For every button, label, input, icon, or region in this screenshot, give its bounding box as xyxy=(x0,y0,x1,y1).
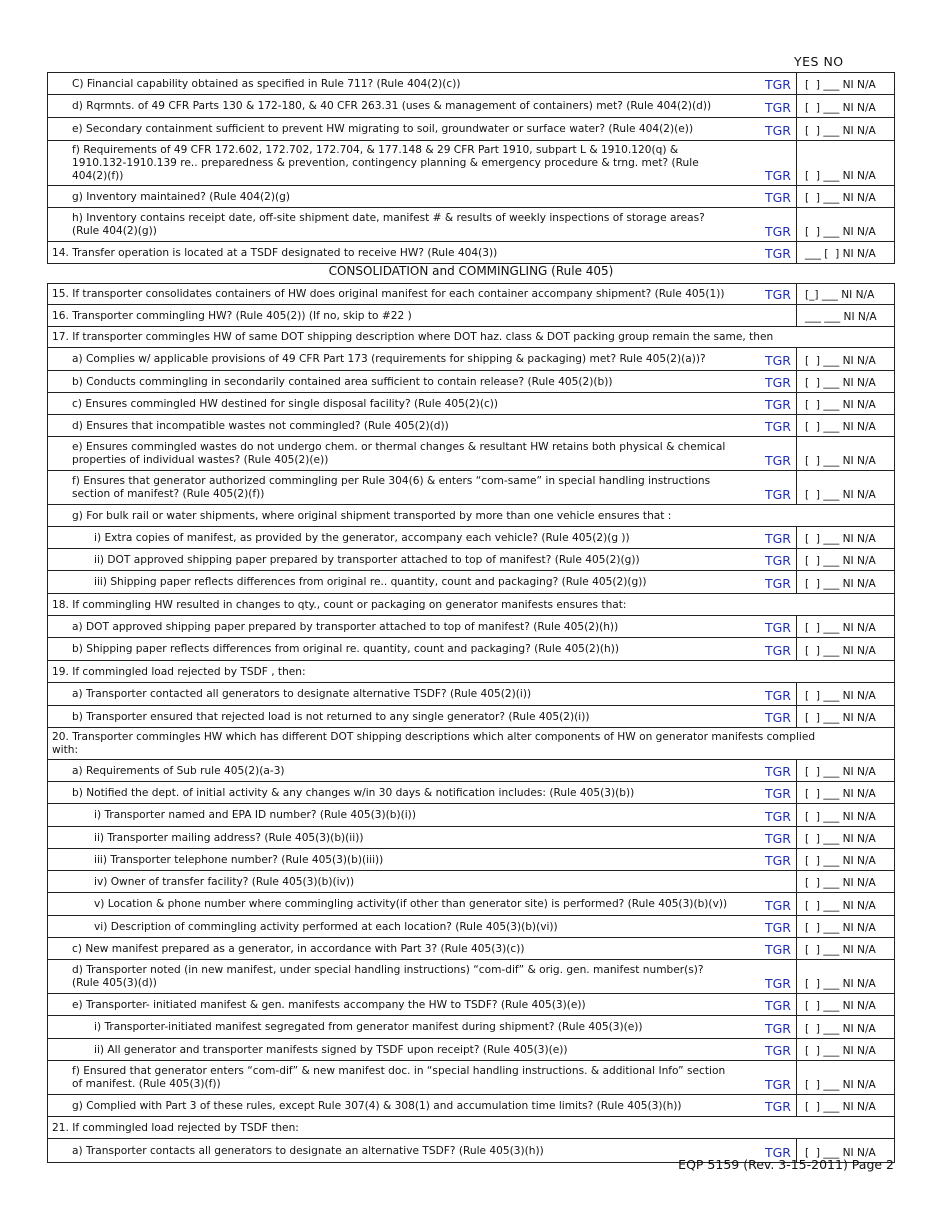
question-text: c) New manifest prepared as a generator, in accordance with Part 3? (Rule 405(3)(c)) xyxy=(72,942,525,955)
question-text: b) Transporter ensured that rejected load is not returned to any single generator? (Rule 405(2)(i)) xyxy=(72,710,590,723)
tgr-label: TGR xyxy=(764,1021,791,1036)
tgr-label: TGR xyxy=(764,853,791,868)
table-row xyxy=(48,616,895,638)
table-row xyxy=(48,73,895,95)
answer-cell[interactable]: [ ] ___ NI N/A xyxy=(797,893,895,916)
answer-cell[interactable]: [ ] ___ NI N/A xyxy=(797,95,895,118)
question-text: i) Extra copies of manifest, as provided by the generator, accompany each vehicle? (Rule 405(2)(g )) xyxy=(94,531,630,544)
tgr-label: TGR xyxy=(764,764,791,779)
table-row xyxy=(48,393,895,415)
question-text: e) Secondary containment sufficient to prevent HW migrating to soil, groundwater or surface water? (Rule 404(2)(e)) xyxy=(72,123,694,135)
answer-cell[interactable]: [ ] ___ NI N/A xyxy=(797,208,895,242)
answer-cell[interactable]: [ ] ___ NI N/A xyxy=(797,938,895,960)
question-text: C) Financial capability obtained as specified in Rule 711? (Rule 404(2)(c)) xyxy=(72,77,461,90)
tgr-label: TGR xyxy=(764,920,791,935)
table-row xyxy=(48,916,895,938)
question-text: i) Transporter-initiated manifest segregated from generator manifest during shipment? (Rule 405(3)(e)) xyxy=(94,1021,643,1033)
answer-cell[interactable]: [ ] ___ NI N/A xyxy=(797,371,895,393)
table-row xyxy=(48,683,895,706)
question-text: h) Inventory contains receipt date, off-site shipment date, manifest # & results of weekly inspections of storage areas? (Rule 404(2)(g)) xyxy=(72,212,705,237)
answer-cell[interactable]: [ ] ___ NI N/A xyxy=(797,348,895,371)
table-row xyxy=(48,804,895,827)
tgr-label: TGR xyxy=(764,190,791,205)
tgr-label: TGR xyxy=(764,246,791,261)
tgr-label: TGR xyxy=(764,786,791,801)
table-row xyxy=(48,849,895,871)
table-row xyxy=(48,118,895,141)
table-row xyxy=(48,728,895,760)
answer-cell[interactable]: [ ] ___ NI N/A xyxy=(797,683,895,706)
question-text: e) Ensures commingled wastes do not undergo chem. or thermal changes & resultant HW retains both physical & chemical properties of individual wastes? (Rule 405(2)(e)) xyxy=(72,441,726,466)
answer-cell[interactable]: [ ] ___ NI N/A xyxy=(797,1039,895,1061)
answer-cell[interactable]: [ ] ___ NI N/A xyxy=(797,706,895,728)
tgr-label: TGR xyxy=(764,898,791,913)
table-row xyxy=(48,1039,895,1061)
tgr-label: TGR xyxy=(764,998,791,1013)
tgr-label: TGR xyxy=(764,1145,791,1160)
question-text: iii) Shipping paper reflects differences from original re.. quantity, count and packaging? (Rule 405(2)(g)) xyxy=(94,576,647,588)
tgr-label: TGR xyxy=(764,576,791,591)
answer-cell[interactable]: [ ] ___ NI N/A xyxy=(797,1061,895,1095)
question-text: b) Conducts commingling in secondarily contained area sufficient to contain release? (Rule 405(2)(b)) xyxy=(72,375,613,388)
question-text: 18. If commingling HW resulted in changes to qty., count or packaging on generator manifests ensures that: xyxy=(52,598,627,611)
question-text: e) Transporter- initiated manifest & gen. manifests accompany the HW to TSDF? (Rule 405(3)(e)) xyxy=(72,998,586,1011)
question-text: 15. If transporter consolidates containers of HW does original manifest for each container accompany shipment? (Rule 405(1)) xyxy=(52,288,725,300)
answer-cell[interactable]: [ ] ___ NI N/A xyxy=(797,994,895,1016)
form-footer: EQP 5159 (Rev. 3-15-2011) Page 2 xyxy=(678,1157,894,1172)
table-row xyxy=(48,638,895,661)
tgr-label: TGR xyxy=(764,531,791,546)
answer-cell[interactable]: [ ] ___ NI N/A xyxy=(797,186,895,208)
question-text: g) Inventory maintained? (Rule 404(2)(g) xyxy=(72,190,290,203)
tgr-label: TGR xyxy=(764,831,791,846)
table-row xyxy=(48,1016,895,1039)
tgr-label: TGR xyxy=(764,397,791,412)
tgr-label: TGR xyxy=(764,1099,791,1114)
question-text: a) Transporter contacts all generators to designate an alternative TSDF? (Rule 405(3)(h)) xyxy=(72,1144,544,1157)
question-text: f) Requirements of 49 CFR 172.602, 172.702, 172.704, & 177.148 & 29 CFR Part 1910, subpart L & 1910.120(q) & 1910.132-1910.139 re.. preparedness & prevention, contingency planning & emergency procedure & trng. met? (Rule 404(2)(f)) xyxy=(72,144,699,182)
table-row xyxy=(48,893,895,916)
tgr-label: TGR xyxy=(764,353,791,368)
section-title: CONSOLIDATION and COMMINGLING (Rule 405) xyxy=(328,264,614,278)
table-row xyxy=(48,95,895,118)
table-row xyxy=(48,505,895,527)
table-row xyxy=(48,594,895,616)
answer-cell[interactable]: [ ] ___ NI N/A xyxy=(797,760,895,782)
question-text: 17. If transporter commingles HW of same DOT shipping description where DOT haz. class & DOT packing group remain the same, then xyxy=(52,331,774,343)
answer-cell[interactable]: [ ] ___ NI N/A xyxy=(797,638,895,661)
table-row xyxy=(48,1095,895,1117)
table-row xyxy=(48,284,895,305)
answer-cell[interactable]: ___ ___ NI N/A xyxy=(797,305,895,327)
table-row xyxy=(48,141,895,186)
question-text: ii) Transporter mailing address? (Rule 405(3)(b)(ii)) xyxy=(94,831,364,844)
answer-cell[interactable]: [ ] ___ NI N/A xyxy=(797,960,895,994)
question-text: ii) All generator and transporter manifests signed by TSDF upon receipt? (Rule 405(3)(e)) xyxy=(94,1043,568,1056)
tgr-label: TGR xyxy=(764,553,791,568)
checklist-table-1 xyxy=(47,72,895,264)
question-text: f) Ensured that generator enters “com-dif” & new manifest doc. in “special handling instructions. & additional Info” section of manifest. (Rule 405(3)(f)) xyxy=(72,1065,726,1090)
question-text: c) Ensures commingled HW destined for single disposal facility? (Rule 405(2)(c)) xyxy=(72,397,499,410)
question-text: iii) Transporter telephone number? (Rule 405(3)(b)(iii)) xyxy=(94,853,384,866)
question-text: vi) Description of commingling activity performed at each location? (Rule 405(3)(b)(vi)) xyxy=(94,920,558,933)
question-text: d) Ensures that incompatible wastes not commingled? (Rule 405(2)(d)) xyxy=(72,419,449,432)
question-text: 21. If commingled load rejected by TSDF then: xyxy=(52,1121,299,1134)
tgr-label: TGR xyxy=(764,100,791,115)
tgr-label: TGR xyxy=(764,942,791,957)
table-row xyxy=(48,348,895,371)
question-text: d) Rqrmnts. of 49 CFR Parts 130 & 172-180, & 40 CFR 263.31 (uses & management of containers) met? (Rule 404(2)(d)) xyxy=(72,100,712,112)
table-row xyxy=(48,871,895,893)
table-row xyxy=(48,960,895,994)
answer-cell[interactable]: [ ] ___ NI N/A xyxy=(797,415,895,437)
tgr-label: TGR xyxy=(764,375,791,390)
tgr-label: TGR xyxy=(764,77,791,92)
checklist-table-2 xyxy=(47,283,895,1163)
question-text: iv) Owner of transfer facility? (Rule 405(3)(b)(iv)) xyxy=(94,875,355,888)
question-text: 20. Transporter commingles HW which has different DOT shipping descriptions which alter components of HW on generator manifests complied with: xyxy=(52,731,816,756)
table-row xyxy=(48,938,895,960)
tgr-label: TGR xyxy=(764,419,791,434)
table-row xyxy=(48,661,895,683)
answer-cell[interactable]: [ ] ___ NI N/A xyxy=(797,393,895,415)
tgr-label: TGR xyxy=(764,643,791,658)
tgr-label: TGR xyxy=(764,710,791,725)
table-row xyxy=(48,186,895,208)
table-row xyxy=(48,1061,895,1095)
question-text: 19. If commingled load rejected by TSDF , then: xyxy=(52,665,306,678)
answer-cell[interactable]: [ ] ___ NI N/A xyxy=(797,73,895,95)
answer-cell[interactable]: [ ] ___ NI N/A xyxy=(797,141,895,186)
tgr-label: TGR xyxy=(764,224,791,239)
question-text: v) Location & phone number where commingling activity(if other than generator site) is performed? (Rule 405(3)(b)(v)) xyxy=(94,898,728,910)
question-text: a) Complies w/ applicable provisions of 49 CFR Part 173 (requirements for shipping & packaging) met? Rule 405(2)(a))? xyxy=(72,353,706,365)
table-row xyxy=(48,305,895,327)
answer-cell[interactable]: [ ] ___ NI N/A xyxy=(797,871,895,893)
table-row xyxy=(48,827,895,849)
answer-cell[interactable]: [ ] ___ NI N/A xyxy=(797,527,895,549)
answer-cell[interactable]: [ ] ___ NI N/A xyxy=(797,1016,895,1039)
tgr-label: TGR xyxy=(764,168,791,183)
question-text: 16. Transporter commingling HW? (Rule 405(2)) (If no, skip to #22 ) xyxy=(52,309,412,322)
table-row xyxy=(48,327,895,348)
tgr-label: TGR xyxy=(764,688,791,703)
answer-cell[interactable]: [ ] ___ NI N/A xyxy=(797,1139,895,1163)
question-text: f) Ensures that generator authorized commingling per Rule 304(6) & enters “com-same” in special handling instructions section of manifest? (Rule 405(2)(f)) xyxy=(72,475,711,500)
question-text: ii) DOT approved shipping paper prepared by transporter attached to top of manifest? (Rule 405(2)(g)) xyxy=(94,553,640,566)
table-row xyxy=(48,994,895,1016)
answer-cell[interactable]: [ ] ___ NI N/A xyxy=(797,804,895,827)
table-row xyxy=(48,415,895,437)
tgr-label: TGR xyxy=(764,620,791,635)
yes-no-header: YES NO xyxy=(794,54,844,69)
answer-cell[interactable]: [ ] ___ NI N/A xyxy=(797,849,895,871)
table-row xyxy=(48,242,895,264)
question-text: i) Transporter named and EPA ID number? (Rule 405(3)(b)(i)) xyxy=(94,809,416,821)
question-text: a) Requirements of Sub rule 405(2)(a-3) xyxy=(72,764,285,777)
answer-cell[interactable]: [ ] ___ NI N/A xyxy=(797,1095,895,1117)
question-text: b) Shipping paper reflects differences from original re. quantity, count and packaging? (Rule 405(2)(h)) xyxy=(72,643,620,655)
answer-cell[interactable]: ___ [ ] NI N/A xyxy=(797,242,895,264)
question-text: a) Transporter contacted all generators to designate alternative TSDF? (Rule 405(2)(i)) xyxy=(72,688,532,700)
question-text: 14. Transfer operation is located at a TSDF designated to receive HW? (Rule 404(3)) xyxy=(52,246,498,259)
tgr-label: TGR xyxy=(764,453,791,468)
tgr-label: TGR xyxy=(764,123,791,138)
answer-cell[interactable]: [ ] ___ NI N/A xyxy=(797,437,895,471)
tgr-label: TGR xyxy=(764,287,791,302)
table-row xyxy=(48,782,895,804)
answer-cell[interactable]: [ ] ___ NI N/A xyxy=(797,549,895,571)
table-row xyxy=(48,527,895,549)
table-row xyxy=(48,706,895,728)
answer-cell[interactable]: [ ] ___ NI N/A xyxy=(797,616,895,638)
tgr-label: TGR xyxy=(764,1043,791,1058)
question-text: b) Notified the dept. of initial activity & any changes w/in 30 days & notification includes: (Rule 405(3)(b)) xyxy=(72,786,635,799)
answer-cell[interactable]: [_] ___ NI N/A xyxy=(797,284,895,305)
table-row xyxy=(48,571,895,594)
question-text: g) Complied with Part 3 of these rules, except Rule 307(4) & 308(1) and accumulation time limits? (Rule 405(3)(h)) xyxy=(72,1099,682,1112)
answer-cell[interactable]: [ ] ___ NI N/A xyxy=(797,471,895,505)
table-row xyxy=(48,549,895,571)
table-row xyxy=(48,760,895,782)
tgr-label: TGR xyxy=(764,1077,791,1092)
table-row xyxy=(48,208,895,242)
answer-cell[interactable]: [ ] ___ NI N/A xyxy=(797,118,895,141)
question-text: g) For bulk rail or water shipments, where original shipment transported by more than one vehicle ensures that : xyxy=(72,509,672,522)
table-row xyxy=(48,471,895,505)
question-text: d) Transporter noted (in new manifest, under special handling instructions) “com-dif” & orig. gen. manifest number(s)? (Rule 405(3)(d)) xyxy=(72,964,704,989)
table-row xyxy=(48,1117,895,1139)
question-text: a) DOT approved shipping paper prepared by transporter attached to top of manifest? (Rule 405(2)(h)) xyxy=(72,620,619,633)
answer-cell[interactable]: [ ] ___ NI N/A xyxy=(797,916,895,938)
answer-cell[interactable]: [ ] ___ NI N/A xyxy=(797,571,895,594)
tgr-label: TGR xyxy=(764,487,791,502)
table-row xyxy=(48,371,895,393)
table-row xyxy=(48,437,895,471)
answer-cell[interactable]: [ ] ___ NI N/A xyxy=(797,782,895,804)
tgr-label: TGR xyxy=(764,809,791,824)
tgr-label: TGR xyxy=(764,976,791,991)
answer-cell[interactable]: [ ] ___ NI N/A xyxy=(797,827,895,849)
